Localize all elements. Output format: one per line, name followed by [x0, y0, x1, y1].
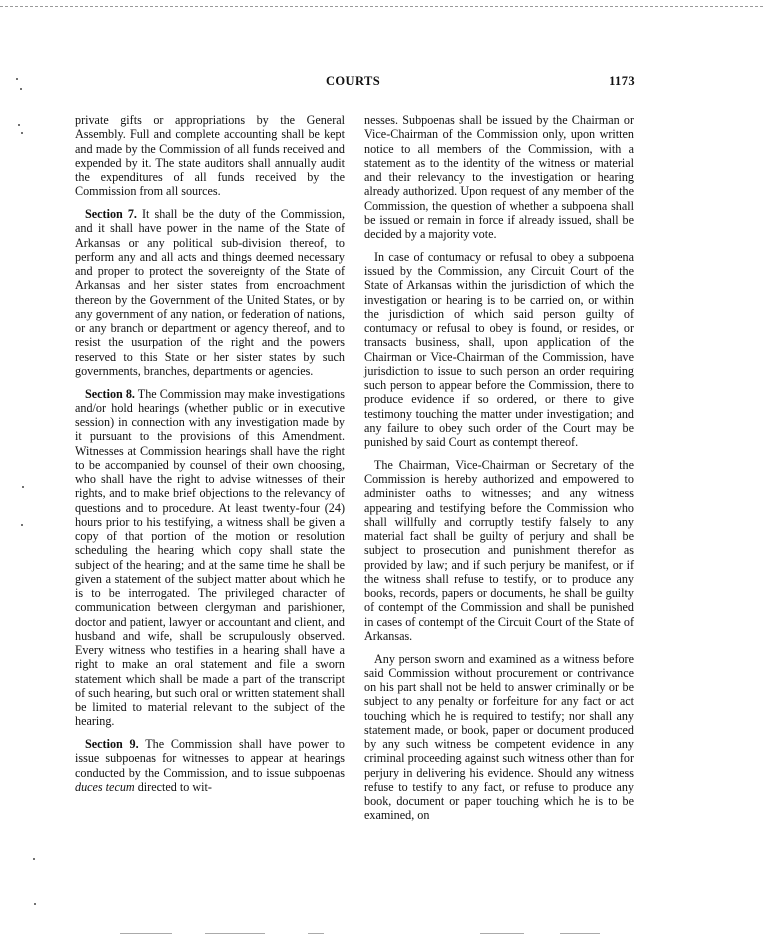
section-7-label: Section 7.: [85, 207, 137, 221]
section-7-paragraph: [75, 207, 345, 378]
scan-speck: [18, 124, 20, 126]
section-8-paragraph: [75, 387, 345, 729]
bottom-edge-rule: [308, 933, 324, 934]
section-9-text-b: directed to wit-: [134, 779, 212, 794]
right-column: [364, 113, 634, 831]
scan-speck: [21, 524, 23, 526]
section-9-text-a: The Commission shall have power to issue subpoenas for witnesses to appear at hearings conducted by the Commission, and to issue subpoenas: [75, 737, 345, 780]
scan-speck: [21, 132, 23, 134]
scan-speck: [20, 88, 22, 90]
immunity-paragraph: Any person sworn and examined as a witness before said Commission without procurement or contrivance on his part shall not be held to answer criminally or be subject to any penalty or forfeiture for any fact or act touching which he is required to testify; nor shall any statement made, or book, paper or document produced by any such witness be competent evidence in any criminal proceeding against such witness other than for perjury in delivering his evidence. Should any witness refuse to testify to any fact, or refuse to produce any book, document or paper touching which he is to be examined, on: [364, 651, 634, 823]
section-9-paragraph: [75, 737, 345, 794]
running-title: COURTS: [326, 74, 381, 88]
subpoena-paragraph: nesses. Subpoenas shall be issued by the Chairman or Vice-Chairman of the Commission only, upon written notice to all members of the Commission, with a statement as to the identity of the witness or material and their relevancy to the investigation or hearing already authorized. Upon request of any member of the Commission, the question of whether a subpoena shall be issued or remain in force if already issued, shall be decided by a majority vote.: [364, 113, 634, 241]
scan-speck: [33, 858, 35, 860]
page-number: 1173: [609, 74, 635, 88]
bottom-edge-rule: [560, 933, 600, 934]
bottom-edge-rule: [480, 933, 524, 934]
section-8-label: Section 8.: [85, 386, 135, 401]
section-9-italic: duces tecum: [75, 779, 135, 794]
top-edge-rule: [0, 6, 763, 7]
oaths-paragraph: The Chairman, Vice-Chairman or Secretary of the Commission is hereby authorized and empowered to administer oaths to witnesses; and any witness appearing and testifying before the Commission who shall willfully and corruptly testify falsely to any material fact shall be guilty of perjury and shall be subject to prosecution and punishment therefor as provided by law; and if such perjury be manifest, or if the witness shall refuse to testify, or to produce any books, records, papers or documents, he shall be guilty of contempt of the Commission and shall be punished in cases of contempt of the Circuit Court of the State of Arkansas.: [364, 457, 634, 643]
section-8-text: The Commission may make investigations and/or hold hearings (whether public or in executive session) in connection with any investigation made by it pursuant to the provisions of this Amendment. Witnesses at Commission hearings shall have the right to be accompanied by counsel of their own choosing, who shall have the right to advise witnesses of their rights, and to make brief objections to the relevancy of questions and to procedure. At least twenty-four (24) hours prior to his testifying, a witness shall be given a copy of that portion of the motion or resolution scheduling the hearing which copy shall state the subject of the hearing; and at the same time he shall be given a statement of the subject matter about which he is to be interrogated. The privileged character of communication between clergyman and parishioner, doctor and patient, lawyer or accountant and client, and husband and wife, shall be scrupulously observed. Every witness who testifies in a hearing shall have a right to make an oral statement and file a sworn statement which shall be made a part of the transcript of such hearing, but such oral or written statement shall be limited to material relevant to the subject of the hearing.: [75, 386, 345, 729]
scan-speck: [22, 486, 24, 488]
bottom-edge-rule: [205, 933, 265, 934]
section-9-label: Section 9.: [85, 737, 139, 751]
left-column: [75, 113, 345, 803]
contumacy-paragraph: In case of contumacy or refusal to obey a subpoena issued by the Commission, any Circuit Court of the State of Arkansas within the jurisdiction of which the investigation or hearing is to be carried on, or within the jurisdiction of which said person guilty of contumacy or refusal to obey is found, or resides, or transacts business, shall, upon application of the Chairman or Vice-Chairman of the Commission, have jurisdiction to issue to such person an order requiring such person to appear before the Commission, there to produce evidence if so ordered, or there to give testimony touching the matter under investigation; and any failure to obey such order of the Court may be punished by said Court as contempt thereof.: [364, 249, 634, 449]
scan-speck: [16, 78, 18, 80]
scan-speck: [34, 903, 36, 905]
bottom-edge-rule: [120, 933, 172, 934]
section-7-text: It shall be the duty of the Commission, and it shall have power in the name of the State of Arkansas or any political sub-division thereof, to perform any and all acts and things deemed necessary and proper to protect the sovereignty of the State of Arkansas and her sister states from encroachment thereon by the Government of the United States, or by any government of any nation, or federation of nations, or any branch or department or agency thereof, and to resist the usurpation of the right and the powers reserved to this State or her sister states by such governments, branches, departments or agencies.: [75, 207, 345, 378]
paragraph-continuation: private gifts or appropriations by the General Assembly. Full and complete accounting shall be kept and made by the Commission of all funds received and expended by it. The state auditors shall annually audit the expenditures of all funds received by the Commission from all sources.: [75, 113, 345, 199]
